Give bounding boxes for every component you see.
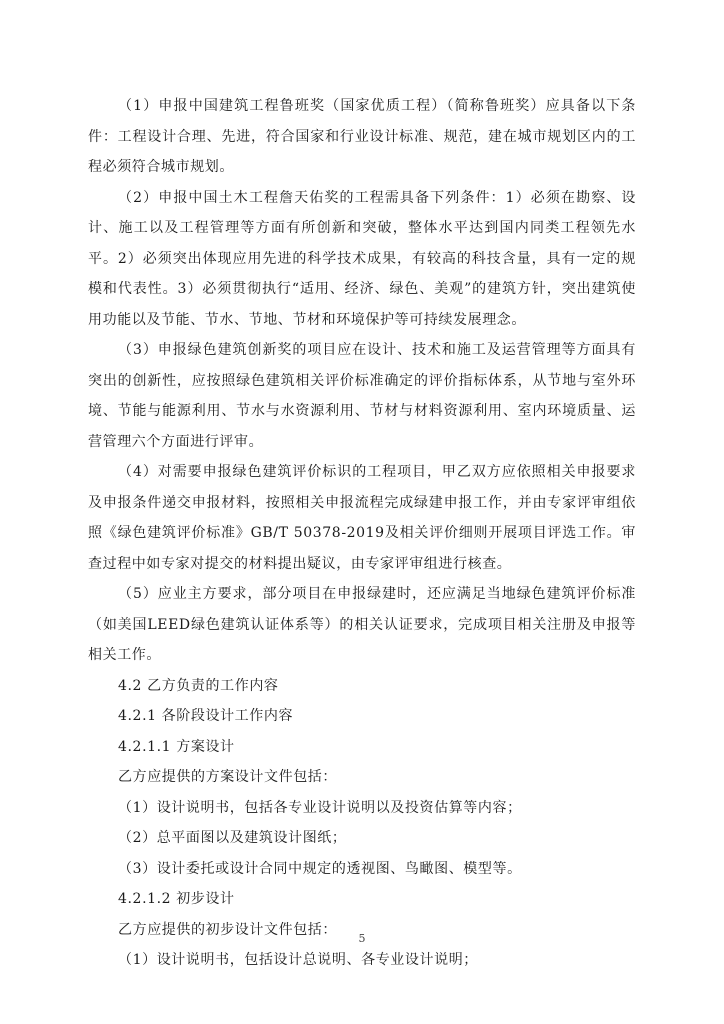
paragraph-owner-requirements: （5）应业主方要求，部分项目在申报绿建时，还应满足当地绿色建筑评价标准（如美国LEED绿色建筑认证体系等）的相关认证要求，完成项目相关注册及申报等相关工作。 — [88, 586, 636, 663]
body-text — [88, 91, 636, 976]
scheme-design-intro: 乙方应提供的方案设计文件包括： — [118, 769, 337, 785]
preliminary-design-item-1: （1）设计说明书，包括设计总说明、各专业设计说明； — [118, 952, 478, 968]
paragraph-green-building-innovation-award: （3）申报绿色建筑创新奖的项目应在设计、技术和施工及运营管理等方面具有突出的创新性，应按照绿色建筑相关评价标准确定的评价指标体系，从节地与室外环境、节能与能源利用、节水与水资源利用、节材与材料资源利用、室内环境质量、运营管理六个方面进行评审。 — [88, 342, 636, 450]
scheme-design-item-2: （2）总平面图以及建筑设计图纸； — [118, 830, 347, 846]
section-heading-4-2: 4.2 乙方负责的工作内容 — [118, 677, 279, 694]
scheme-design-item-3: （3）设计委托或设计合同中规定的透视图、鸟瞰图、模型等。 — [118, 860, 522, 877]
paragraph-luban-award: （1）申报中国建筑工程鲁班奖（国家优质工程）（简称鲁班奖）应具备以下条件：工程设计合理、先进，符合国家和行业设计标准、规范，建在城市规划区内的工程必须符合城市规划。 — [88, 98, 636, 175]
section-heading-4-2-1: 4.2.1 各阶段设计工作内容 — [118, 708, 294, 724]
page-number: 5 — [358, 932, 366, 945]
scheme-design-item-1: （1）设计说明书，包括各专业设计说明以及投资估算等内容； — [118, 799, 522, 816]
preliminary-design-intro: 乙方应提供的初步设计文件包括： — [118, 921, 337, 938]
paragraph-green-building-label: （4）对需要申报绿色建筑评价标识的工程项目，甲乙双方应依照相关申报要求及申报条件递交申报材料，按照相关申报流程完成绿建申报工作，并由专家评审组依照《绿色建筑评价标准》GB/T 50378-2019及相关评价细则开展项目评选工作。审查过程中如专家对提交的材料提出疑议，由专家评审组进行核查。 — [88, 464, 636, 572]
paragraph-zhan-tianyou-award: （2）申报中国土木工程詹天佑奖的工程需具备下列条件：1）必须在勘察、设计、施工以及工程管理等方面有所创新和突破，整体水平达到国内同类工程领先水平。2）必须突出体现应用先进的科学技术成果，有较高的科技含量，具有一定的规模和代表性。3）必须贯彻执行“适用、经济、绿色、美观”的建筑方针，突出建筑使用功能以及节能、节水、节地、节材和环境保护等可持续发展理念。 — [88, 189, 636, 328]
section-heading-4-2-1-1: 4.2.1.1 方案设计 — [118, 738, 235, 755]
section-heading-4-2-1-2: 4.2.1.2 初步设计 — [118, 891, 235, 907]
